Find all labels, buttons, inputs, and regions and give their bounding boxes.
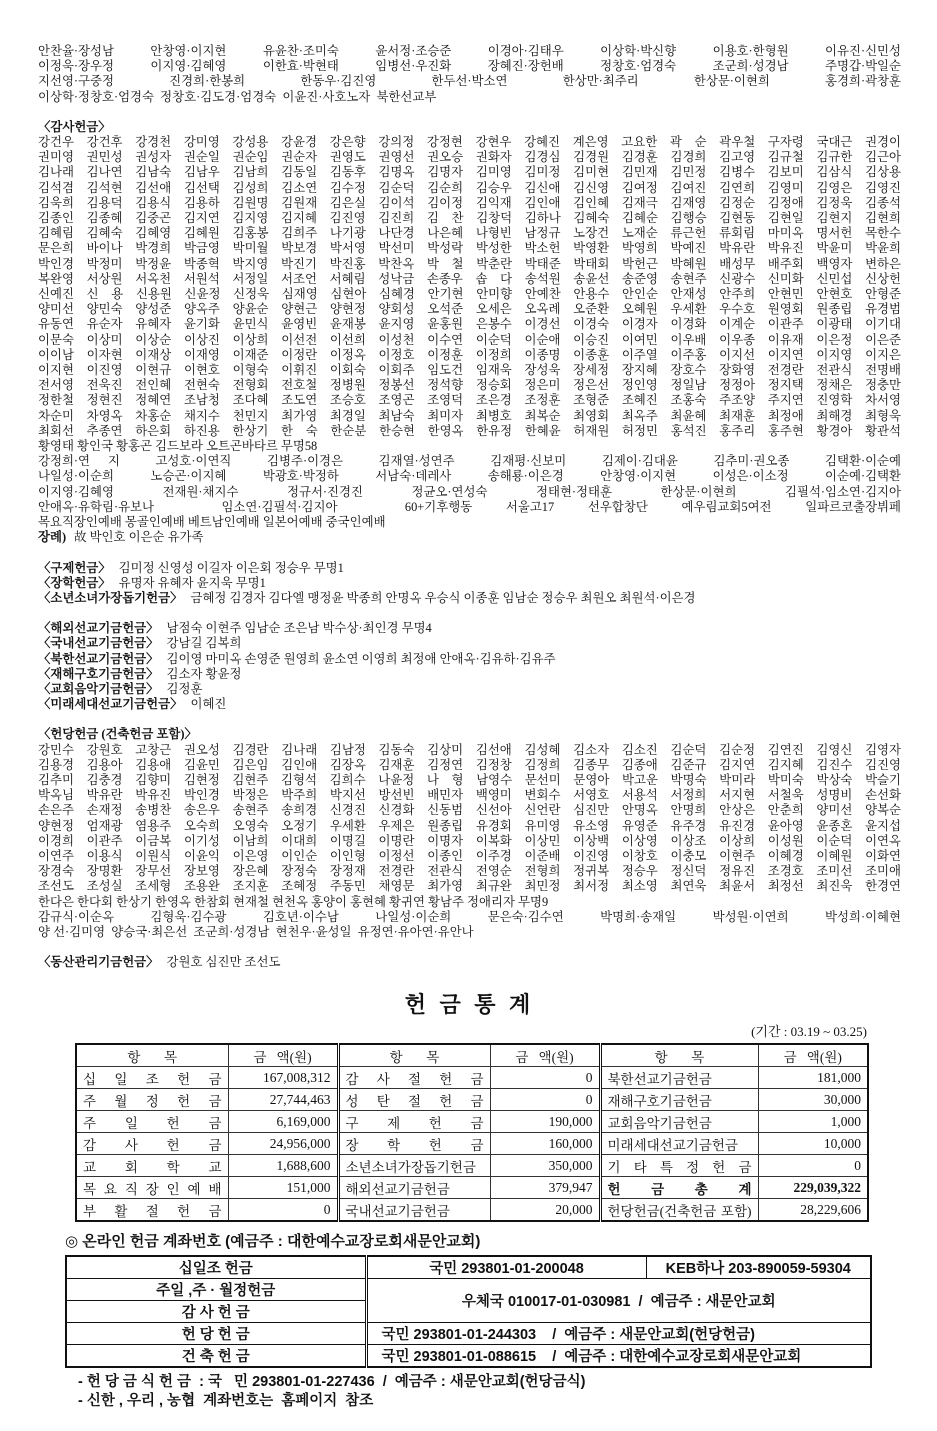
name-line: 이지현 이진영 이현규 이현호 이형숙 이휘진 이회숙 이회주 임도건 임재욱 장성욱 장세정 장지혜 장호수 장화영 전경란 전관식 전명배 <box>38 363 901 378</box>
stats-row <box>76 1177 868 1199</box>
name-line: 권미영 권민성 권성자 권순일 권순임 권순자 권영도 권영선 권오승 권화자 김경심 김경원 김경훈 김경희 김고영 김규철 김규한 김근아 <box>38 150 901 165</box>
stats-row <box>76 1111 868 1133</box>
stats-item-label: 헌 금 총 계 <box>600 1177 758 1199</box>
dedication-offering-label: 헌 당 헌 금 <box>66 1323 366 1345</box>
stats-header-item: 항 목 <box>338 1044 490 1067</box>
section-title: 〈교회음악기금헌금〉 <box>38 681 159 696</box>
name-line: 손은주 손재정 송병찬 송은우 송현주 송희경 신경진 신경화 신동범 신선아 신언란 심진만 안명옥 안명희 안상은 안춘희 양미선 양복순 <box>38 803 901 818</box>
name-line: 이경희 이관주 이금복 이기성 이남희 이대희 이명길 이명란 이명자 이복화 이상민 이상백 이상영 이상조 이상희 이성원 이순덕 이연옥 <box>38 833 901 848</box>
disaster-relief-fund <box>38 667 901 682</box>
name-line: 장경숙 장명환 장무선 장보영 장은혜 장정숙 장정재 전경란 전관식 전영순 전형희 정귀복 정승우 정신덕 정유진 조경호 조미선 조미애 <box>38 864 901 879</box>
stats-item-amount: 1,688,600 <box>228 1155 338 1177</box>
building-offering-label: 건 축 헌 금 <box>66 1345 366 1368</box>
name-line: 양미선 양민숙 양성준 양옥주 양윤순 양현근 양현정 양회성 오석준 오세은 오옥례 오준환 오혜원 우세환 우수호 원영회 원종립 유경범 <box>38 302 901 317</box>
overseas-mission-fund <box>38 621 901 636</box>
name-line: 나일성·이순희 노승곤·이지혜 박광호·박정하 서남숙·데레사 송해룡·이은경 안창영·이지현 이성은·이소정 이순예·김택환 <box>38 469 901 484</box>
name-line: 문은희 바이나 박경희 박금영 박미월 박보경 박서영 박선미 박성락 박성한 박소헌 박영환 박영희 박예진 박유란 박유진 박윤미 박윤희 <box>38 241 901 256</box>
stats-item-amount: 24,956,000 <box>228 1133 338 1155</box>
name-line: 양현정 엄재광 염용주 오숙희 오영숙 오정기 우세환 우제은 원종립 유경회 유미영 유소영 유영준 유주경 유진경 윤아영 윤종혼 윤지섭 <box>38 818 901 833</box>
section-title: 〈미래세대선교기금헌금〉 <box>38 697 183 712</box>
domestic-mission-fund <box>38 636 901 651</box>
name-sections <box>38 44 901 970</box>
section-title: 〈감사헌금〉 <box>38 119 111 134</box>
name-line: 양 선·김미영 양승국·최은선 조군희·성경남 현천우·윤성일 유정연·유아연·유안나 <box>38 924 474 939</box>
section-title: 〈헌당헌금 (건축헌금 포함)〉 <box>38 727 197 742</box>
stats-item-label: 북한선교기금헌금 <box>600 1067 758 1089</box>
name-line: 〈구제헌금〉 김미정 신영성 이길자 이은회 정승우 무명1 <box>38 560 344 575</box>
name-line: 〈장학헌금〉 유명자 유혜자 윤지욱 무명1 <box>38 575 266 590</box>
property-management-fund <box>38 955 901 970</box>
name-line: 이지영·김혜영 전재원·채지수 정규서·진경진 정균오·연성숙 정태현·정태훈 한상문·이현희 김필석·임소연·김지아 <box>38 484 901 499</box>
name-line: 강정희·연 지 고성호·이연직 김병주·이경은 김재열·성연주 김재평·신보미 김제이·김대윤 김추미·권오종 김택환·이순예 <box>38 454 901 469</box>
name-line: 박인경 박정미 박정윤 박종혁 박지영 박진기 박진홍 박찬옥 박 철 박춘란 박태준 박태회 박헌근 박혜원 배성무 배주회 백영자 변하은 <box>38 256 901 271</box>
stats-item-amount: 350,000 <box>490 1155 600 1177</box>
name-line: 복완영 서상원 서옥천 서원석 서정일 서조언 서혜림 성낙금 손종우 솝 다 송석원 송윤선 송준영 송현주 신광수 신미화 신민섭 신상헌 <box>38 271 901 286</box>
section-title: 장례) <box>38 530 67 545</box>
top-couples <box>38 44 901 105</box>
stats-item-label: 십 일 조 헌 금 <box>76 1067 228 1089</box>
stats-item-amount: 0 <box>228 1199 338 1222</box>
stats-item-amount: 151,000 <box>228 1177 338 1199</box>
name-line: 조선도 조성실 조세형 조용완 조지훈 조혜정 주동민 채영문 최가영 최규완 최민정 최서정 최소영 최연욱 최윤서 최정선 최진욱 한경연 <box>38 879 901 894</box>
name-line: 감규식·이순옥 김형욱·김수광 김호년·이수남 나일성·이순희 문은숙·김수연 박명희·송재일 박성원·이연희 박성희·이혜현 <box>38 909 901 924</box>
relief-offering <box>38 561 901 576</box>
stats-row <box>76 1133 868 1155</box>
thanksgiving-offering <box>38 120 901 530</box>
church-music-fund <box>38 682 901 697</box>
stats-item-amount: 20,000 <box>490 1199 600 1222</box>
stats-item-label: 재해구호기금헌금 <box>600 1089 758 1111</box>
name-line: 정한철 정현진 정혜연 조남청 조다혜 조도연 조승호 조영곤 조영덕 조은경 조정훈 조형준 조혜진 조홍숙 주조양 주지연 진영학 차서영 <box>38 393 901 408</box>
name-line: 〈미래세대선교기금헌금〉 이혜진 <box>38 697 227 712</box>
name-line: 지선영·구중정 진경희·한봉희 한동우·김진영 한두선·박소연 한상만·최주리 한상문·이현희 홍경희·곽창훈 <box>38 74 901 89</box>
stats-item-label: 해외선교기금헌금 <box>338 1177 490 1199</box>
section-title: 〈재해구호기금헌금〉 <box>38 666 159 681</box>
name-line: 〈동산관리기금헌금〉 강원호 심진만 조선도 <box>38 955 281 970</box>
section-title: 〈북한선교기금헌금〉 <box>38 651 159 666</box>
name-line: 이정욱·장우정 이지영·김혜영 이한효·박현태 임병선·우진화 장혜진·장헌배 정창호·엄경숙 조군희·성경남 주명갑·박일순 <box>38 59 901 74</box>
tithe-account-kookmin: 국민 293801-01-200048 <box>366 1256 646 1279</box>
name-line: 이문숙 이상미 이상순 이상진 이상희 이선전 이선희 이성천 이수연 이순덕 이순애 이승진 이여민 이우배 이우종 이유재 이은정 이은준 <box>38 332 901 347</box>
scholarship-offering <box>38 576 901 591</box>
name-line: 안찬율·장성남 안창영·이지현 유윤찬·조미숙 윤서정·조승준 이경아·김태우 이상학·박신향 이용호·한형원 이유진·신민성 <box>38 44 901 58</box>
name-line: 목요직장인예배 몽골인예배 베트남인예배 일본어예배 중국인예배 <box>38 515 386 530</box>
stats-item-amount: 27,744,463 <box>228 1089 338 1111</box>
stats-table <box>75 1043 869 1222</box>
dedication-account: 국민 293801-01-244303 / 예금주 : 새문안교회(헌당헌금) <box>366 1323 871 1345</box>
weekly-thanks-account: 우체국 010017-01-030981 / 예금주 : 새문안교회 <box>366 1279 871 1323</box>
stats-item-amount: 160,000 <box>490 1133 600 1155</box>
name-line: 김나래 김나연 김남숙 김남우 김남희 김동일 김동후 김명옥 김명자 김미영 김미정 김미현 김민재 김민정 김병수 김보미 김삼식 김상용 <box>38 165 901 180</box>
stats-item-amount: 167,008,312 <box>228 1067 338 1089</box>
stats-row <box>76 1089 868 1111</box>
name-line: 이상학·정창호·엄경숙 정창호·김도경·엄경숙 이윤진·사호노자 북한선교부 <box>38 89 437 104</box>
name-line: 신예진 신 용 신용원 신윤정 신정욱 심재영 심현아 심혜경 안기현 안미향 안예찬 안용수 안인순 안재성 안주희 안현민 안현호 안형준 <box>38 287 901 302</box>
name-line: 〈재해구호기금헌금〉 김소자 황윤정 <box>38 666 242 681</box>
online-accounts-heading: ◎ 온라인 헌금 계좌번호 (예금주 : 대한예수교장로회새문안교회) <box>65 1233 481 1251</box>
name-line: 전서영 전욱진 전인혜 전현숙 전형회 전호철 정병원 정봉선 정석향 정승회 정은미 정은선 정인영 정일남 정정아 정지택 정채은 정충만 <box>38 378 901 393</box>
stats-item-amount: 181,000 <box>758 1067 868 1089</box>
stats-item-amount: 30,000 <box>758 1089 868 1111</box>
name-line: 차순미 차영옥 차홍순 채지수 천민지 최가영 최경일 최남숙 최미자 최병호 최복순 최영회 최옥주 최윤혜 최재훈 최정애 최해경 최형욱 <box>38 408 901 423</box>
stats-item-label: 부 활 절 헌 금 <box>76 1199 228 1222</box>
bank-row-weekly <box>66 1279 871 1301</box>
stats-header-amount: 금 액(원) <box>758 1044 868 1067</box>
bank-row-building <box>66 1345 871 1368</box>
child-head-of-family-offering <box>38 591 901 606</box>
footnote-other-banks: - 신한 , 우리 , 농협 계좌번호는 홈페이지 참조 <box>78 1393 374 1410</box>
section-title: 〈해외선교기금헌금〉 <box>38 621 159 636</box>
stats-row <box>76 1199 868 1222</box>
thanks-offering-label: 감 사 헌 금 <box>66 1301 366 1323</box>
stats-item-amount: 0 <box>490 1067 600 1089</box>
name-line: 이이남 이자현 이재상 이재영 이재준 이정란 이정옥 이정호 이정훈 이정희 이종명 이종훈 이주열 이주홍 이지선 이지연 이지영 이지은 <box>38 347 901 362</box>
name-line: 강민수 강원호 고창근 권오성 김경란 김나래 김남정 김동숙 김상미 김선애 김성혜 김소자 김소진 김순덕 김순정 김연진 김영신 김영자 <box>38 742 901 757</box>
name-line: 〈교회음악기금헌금〉 김정훈 <box>38 681 203 696</box>
section-title: 〈구제헌금〉 <box>38 560 111 575</box>
stats-header-item: 항 목 <box>600 1044 758 1067</box>
stats-header-amount: 금 액(원) <box>228 1044 338 1067</box>
section-title: 〈동산관리기금헌금〉 <box>38 955 159 970</box>
name-line: 안애옥·유학림·유보나 임소연·김필석·김지아 60+기후행동 서울고17 선우합창단 예우림교회5여전 일파르코출장뷔페 <box>38 499 901 514</box>
name-line: 〈해외선교기금헌금〉 남점숙 이현주 임남순 조은남 박수상·최인경 무명4 <box>38 621 432 636</box>
stats-item-label: 국내선교기금헌금 <box>338 1199 490 1222</box>
stats-item-label: 주 월 정 헌 금 <box>76 1089 228 1111</box>
name-line: 유동연 유순자 유혜자 윤기화 윤민식 윤영빈 윤재봉 윤지영 윤홍원 은봉수 이경선 이경숙 이경자 이경화 이계순 이관주 이광태 이기대 <box>38 317 901 332</box>
stats-item-label: 기 타 특 정 헌 금 <box>600 1155 758 1177</box>
name-line: 박옥님 박유란 박유진 박인경 박정은 박주희 박지선 방선빈 배민자 백영미 변회수 서영호 서용석 서정희 서지현 서철욱 성명비 손선화 <box>38 788 901 803</box>
name-line: 김혜림 김혜숙 김혜영 김혜원 김홍봉 김희주 나기광 나단경 나은혜 나형빈 남정규 노장건 노재순 류근헌 류회림 마미옥 명서헌 목한수 <box>38 226 901 241</box>
stats-item-label: 구 제 헌 금 <box>338 1111 490 1133</box>
stats-item-amount: 28,229,606 <box>758 1199 868 1222</box>
stats-item-amount: 0 <box>758 1155 868 1177</box>
name-line: 〈북한선교기금헌금〉 김이영 마미옥 손영준 원영희 윤소연 이영희 최정애 안애옥·김유하·김유주 <box>38 651 556 666</box>
bank-row-dedication <box>66 1323 871 1345</box>
stats-item-label: 장 학 헌 금 <box>338 1133 490 1155</box>
tithe-account-kebhana: KEB하나 203-890059-59304 <box>646 1256 871 1279</box>
stats-item-label: 감 사 헌 금 <box>76 1133 228 1155</box>
north-korea-mission-fund <box>38 652 901 667</box>
stats-period: (기간 : 03.19 ~ 03.25) <box>751 1024 867 1040</box>
name-line: 김추미 김충경 김향미 김현정 김현주 김형석 김희수 나윤정 나 형 남영수 문선미 문영아 박고운 박명숙 박미라 박미숙 박상숙 박슬기 <box>38 772 901 787</box>
name-line: 김종인 김종혜 김중곤 김지연 김지영 김지혜 김진영 김진희 김 찬 김창덕 김하나 김혜숙 김혜순 김행승 김현동 김현일 김현지 김현희 <box>38 211 901 226</box>
stats-table-header <box>76 1044 868 1067</box>
name-line: 이연주 이용식 이원식 이윤익 이은영 이인순 이인형 이정선 이종인 이주경 이준배 이진영 이창호 이충모 이현주 이혜경 이혜원 이화연 <box>38 848 901 863</box>
stats-item-label: 소년소녀가장돕기헌금 <box>338 1155 490 1177</box>
name-line: 김욱희 김용덕 김용식 김용하 김원명 김원재 김은실 김이석 김이정 김익재 김인애 김인혜 김재극 김재영 김정순 김정애 김정욱 김종석 <box>38 195 901 210</box>
stats-item-amount: 10,000 <box>758 1133 868 1155</box>
stats-item-amount: 190,000 <box>490 1111 600 1133</box>
stats-item-amount: 1,000 <box>758 1111 868 1133</box>
name-line: 〈국내선교기금헌금〉 강남길 김복희 <box>38 636 242 651</box>
stats-row <box>76 1155 868 1177</box>
stats-table-body <box>76 1067 868 1222</box>
section-title: 〈장학헌금〉 <box>38 575 111 590</box>
stats-item-label: 헌당헌금(건축헌금 포함) <box>600 1199 758 1222</box>
footnote-dedication-fasting: - 헌 당 금 식 헌 금 : 국 민 293801-01-227436 / 예금주 : 새문안교회(헌당금식) <box>78 1374 586 1391</box>
stats-title: 헌 금 통 계 <box>404 992 535 1018</box>
stats-item-label: 교회음악기금헌금 <box>600 1111 758 1133</box>
name-line: 한다은 한다회 한상기 한영옥 한참회 현재철 현천옥 홍양이 홍현혜 황귀연 황남주 정애리자 무명9 <box>38 894 549 909</box>
stats-item-label: 성 탄 절 헌 금 <box>338 1089 490 1111</box>
name-line: 김용경 김용아 김용애 김윤민 김은임 김인애 김장옥 김재훈 김정연 김정창 김정희 김종무 김종애 김준규 김지연 김지혜 김진수 김진영 <box>38 757 901 772</box>
weekly-offering-label: 주일 ,주 · 월정헌금 <box>66 1279 366 1301</box>
account-footnotes <box>78 1373 901 1411</box>
stats-item-amount: 6,169,000 <box>228 1111 338 1133</box>
funeral <box>38 530 901 545</box>
name-line: 장례) 故 박인호 이은순 유가족 <box>38 530 204 545</box>
stats-row <box>76 1067 868 1089</box>
stats-item-label: 교 회 학 교 <box>76 1155 228 1177</box>
bank-accounts-table <box>65 1255 872 1368</box>
stats-item-label: 목 요 직 장 인 예 배 <box>76 1177 228 1199</box>
section-title: 〈국내선교기금헌금〉 <box>38 636 159 651</box>
stats-item-label: 미래세대선교기금헌금 <box>600 1133 758 1155</box>
bank-row-tithe <box>66 1256 871 1279</box>
stats-header-item: 항 목 <box>76 1044 228 1067</box>
stats-item-amount: 229,039,322 <box>758 1177 868 1199</box>
stats-item-amount: 0 <box>490 1089 600 1111</box>
dedication-offering <box>38 727 901 940</box>
stats-item-amount: 379,947 <box>490 1177 600 1199</box>
name-line: 최회선 추종연 하은회 하진용 한상기 한 숙 한순분 한승현 한영옥 한유정 한혜윤 허재원 허정민 홍석진 홍주리 홍주현 황경아 황관석 <box>38 423 901 438</box>
tithe-label: 십일조 헌금 <box>66 1256 366 1279</box>
name-line: 황영태 황인국 황홍곤 김드보라 오트곤바타르 무명58 <box>38 439 318 454</box>
name-line: 김석겸 김석현 김선애 김선택 김성희 김소연 김수정 김순덕 김순희 김승우 김신애 김신영 김여정 김여진 김연희 김영미 김영은 김영진 <box>38 180 901 195</box>
future-generation-mission-fund <box>38 697 901 712</box>
building-account: 국민 293801-01-088615 / 예금주 : 대한예수교장로회새문안교회 <box>366 1345 871 1368</box>
stats-item-label: 감 사 절 헌 금 <box>338 1067 490 1089</box>
section-title: 〈소년소녀가장돕기헌금〉 <box>38 590 183 605</box>
stats-item-label: 주 일 헌 금 <box>76 1111 228 1133</box>
stats-header-amount: 금 액(원) <box>490 1044 600 1067</box>
name-line: 〈소년소녀가장돕기헌금〉 금혜정 김경자 김다엘 맹정윤 박종희 안명옥 우승식 이종훈 임남순 정승우 최원오 최원석·이은경 <box>38 590 696 605</box>
name-line: 강건우 강건후 강경천 강미영 강성용 강윤경 강은향 강의정 강정현 강현우 강혜진 계은영 고요한 곽 순 곽우철 구자령 국대근 권경이 <box>38 135 901 150</box>
